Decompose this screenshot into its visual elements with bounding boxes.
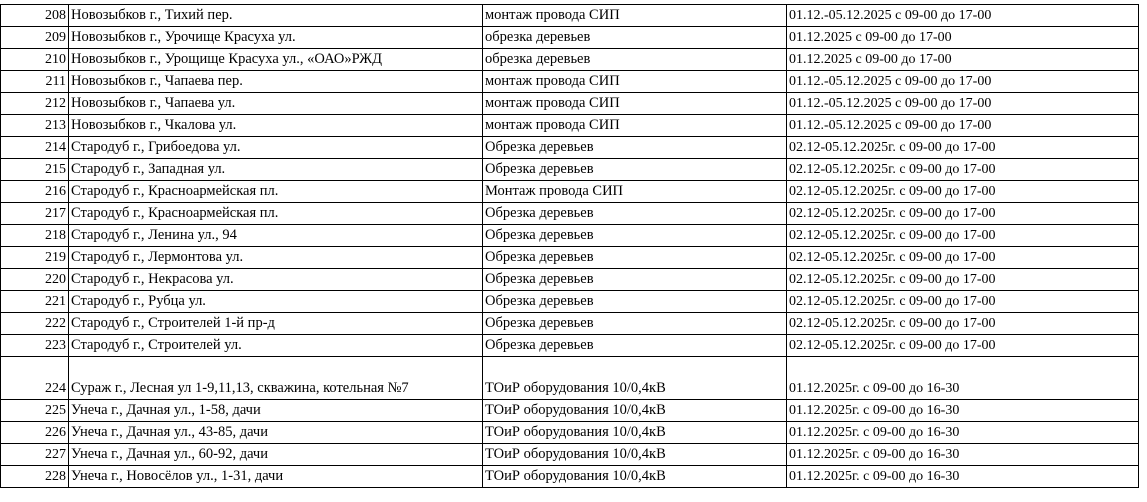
row-number: 228 — [1, 466, 69, 488]
table-row — [1, 269, 1139, 291]
row-number: 221 — [1, 291, 69, 313]
row-number: 211 — [1, 71, 69, 93]
row-number: 210 — [1, 49, 69, 71]
date-cell: 02.12-05.12.2025г. с 09-00 до 17-00 — [787, 225, 1139, 247]
location-cell: Стародуб г., Грибоедова ул. — [69, 137, 483, 159]
table-row — [1, 93, 1139, 115]
work-type-cell: Обрезка деревьев — [483, 313, 787, 335]
work-type-cell: Обрезка деревьев — [483, 247, 787, 269]
table-row — [1, 247, 1139, 269]
work-type-cell: ТОиР оборудования 10/0,4кВ — [483, 466, 787, 488]
work-type-cell: монтаж провода СИП — [483, 5, 787, 27]
work-type-cell: обрезка деревьев — [483, 49, 787, 71]
work-type-cell: ТОиР оборудования 10/0,4кВ — [483, 422, 787, 444]
table-row — [1, 203, 1139, 225]
work-type-cell: Обрезка деревьев — [483, 269, 787, 291]
location-cell: Стародуб г., Лермонтова ул. — [69, 247, 483, 269]
table-body — [1, 5, 1139, 488]
location-cell: Новозыбков г., Чкалова ул. — [69, 115, 483, 137]
row-number: 218 — [1, 225, 69, 247]
date-cell: 02.12-05.12.2025г. с 09-00 до 17-00 — [787, 291, 1139, 313]
table-row — [1, 291, 1139, 313]
table-row — [1, 115, 1139, 137]
location-cell: Новозыбков г., Урочище Красуха ул. — [69, 27, 483, 49]
row-number: 223 — [1, 335, 69, 357]
date-cell: 01.12.2025 с 09-00 до 17-00 — [787, 27, 1139, 49]
work-type-cell: Монтаж провода СИП — [483, 181, 787, 203]
row-number: 209 — [1, 27, 69, 49]
table-row — [1, 422, 1139, 444]
row-number: 225 — [1, 400, 69, 422]
date-cell: 01.12.2025г. с 09-00 до 16-30 — [787, 422, 1139, 444]
table-row — [1, 159, 1139, 181]
location-cell: Стародуб г., Рубца ул. — [69, 291, 483, 313]
work-type-cell: монтаж провода СИП — [483, 115, 787, 137]
date-cell: 02.12-05.12.2025г. с 09-00 до 17-00 — [787, 137, 1139, 159]
work-type-cell: ТОиР оборудования 10/0,4кВ — [483, 357, 787, 400]
date-cell: 01.12.-05.12.2025 с 09-00 до 17-00 — [787, 5, 1139, 27]
location-cell: Новозыбков г., Чапаева ул. — [69, 93, 483, 115]
row-number: 224 — [1, 357, 69, 400]
location-cell: Стародуб г., Строителей ул. — [69, 335, 483, 357]
date-cell: 01.12.2025г. с 09-00 до 16-30 — [787, 400, 1139, 422]
table-row — [1, 313, 1139, 335]
row-number: 226 — [1, 422, 69, 444]
work-type-cell: Обрезка деревьев — [483, 159, 787, 181]
table-row — [1, 181, 1139, 203]
location-cell: Стародуб г., Строителей 1-й пр-д — [69, 313, 483, 335]
date-cell: 02.12-05.12.2025г. с 09-00 до 17-00 — [787, 159, 1139, 181]
date-cell: 01.12.-05.12.2025 с 09-00 до 17-00 — [787, 115, 1139, 137]
location-cell: Новозыбков г., Чапаева пер. — [69, 71, 483, 93]
row-number: 216 — [1, 181, 69, 203]
work-type-cell: монтаж провода СИП — [483, 71, 787, 93]
row-number: 215 — [1, 159, 69, 181]
row-number: 208 — [1, 5, 69, 27]
work-type-cell: ТОиР оборудования 10/0,4кВ — [483, 444, 787, 466]
row-number: 219 — [1, 247, 69, 269]
outage-schedule-table — [0, 4, 1139, 488]
work-type-cell: Обрезка деревьев — [483, 335, 787, 357]
work-type-cell: Обрезка деревьев — [483, 225, 787, 247]
work-type-cell: ТОиР оборудования 10/0,4кВ — [483, 400, 787, 422]
date-cell: 01.12.2025г. с 09-00 до 16-30 — [787, 357, 1139, 400]
date-cell: 02.12-05.12.2025г. с 09-00 до 17-00 — [787, 203, 1139, 225]
date-cell: 02.12-05.12.2025г. с 09-00 до 17-00 — [787, 181, 1139, 203]
table-row — [1, 5, 1139, 27]
date-cell: 02.12-05.12.2025г. с 09-00 до 17-00 — [787, 269, 1139, 291]
row-number: 222 — [1, 313, 69, 335]
location-cell: Стародуб г., Красноармейская пл. — [69, 181, 483, 203]
table-row — [1, 335, 1139, 357]
row-number: 213 — [1, 115, 69, 137]
table-row — [1, 357, 1139, 400]
date-cell: 01.12.2025г. с 09-00 до 16-30 — [787, 444, 1139, 466]
row-number: 212 — [1, 93, 69, 115]
table-row — [1, 71, 1139, 93]
location-cell: Сураж г., Лесная ул 1-9,11,13, скважина, котельная №7 — [69, 357, 483, 400]
location-cell: Стародуб г., Ленина ул., 94 — [69, 225, 483, 247]
table-row — [1, 466, 1139, 488]
location-cell: Стародуб г., Западная ул. — [69, 159, 483, 181]
location-cell: Стародуб г., Некрасова ул. — [69, 269, 483, 291]
table-row — [1, 400, 1139, 422]
table-row — [1, 137, 1139, 159]
date-cell: 01.12.2025г. с 09-00 до 16-30 — [787, 466, 1139, 488]
date-cell: 01.12.-05.12.2025 с 09-00 до 17-00 — [787, 71, 1139, 93]
location-cell: Стародуб г., Красноармейская пл. — [69, 203, 483, 225]
row-number: 227 — [1, 444, 69, 466]
date-cell: 02.12-05.12.2025г. с 09-00 до 17-00 — [787, 247, 1139, 269]
location-cell: Унеча г., Дачная ул., 43-85, дачи — [69, 422, 483, 444]
work-type-cell: монтаж провода СИП — [483, 93, 787, 115]
work-type-cell: обрезка деревьев — [483, 27, 787, 49]
location-cell: Унеча г., Дачная ул., 1-58, дачи — [69, 400, 483, 422]
table-row — [1, 49, 1139, 71]
location-cell: Унеча г., Дачная ул., 60-92, дачи — [69, 444, 483, 466]
location-cell: Новозыбков г., Урощище Красуха ул., «ОАО»РЖД — [69, 49, 483, 71]
location-cell: Унеча г., Новосёлов ул., 1-31, дачи — [69, 466, 483, 488]
work-type-cell: Обрезка деревьев — [483, 137, 787, 159]
row-number: 214 — [1, 137, 69, 159]
row-number: 220 — [1, 269, 69, 291]
date-cell: 02.12-05.12.2025г. с 09-00 до 17-00 — [787, 313, 1139, 335]
date-cell: 02.12-05.12.2025г. с 09-00 до 17-00 — [787, 335, 1139, 357]
table-row — [1, 27, 1139, 49]
date-cell: 01.12.-05.12.2025 с 09-00 до 17-00 — [787, 93, 1139, 115]
date-cell: 01.12.2025 с 09-00 до 17-00 — [787, 49, 1139, 71]
table-row — [1, 225, 1139, 247]
row-number: 217 — [1, 203, 69, 225]
table-row — [1, 444, 1139, 466]
work-type-cell: Обрезка деревьев — [483, 291, 787, 313]
work-type-cell: Обрезка деревьев — [483, 203, 787, 225]
location-cell: Новозыбков г., Тихий пер. — [69, 5, 483, 27]
